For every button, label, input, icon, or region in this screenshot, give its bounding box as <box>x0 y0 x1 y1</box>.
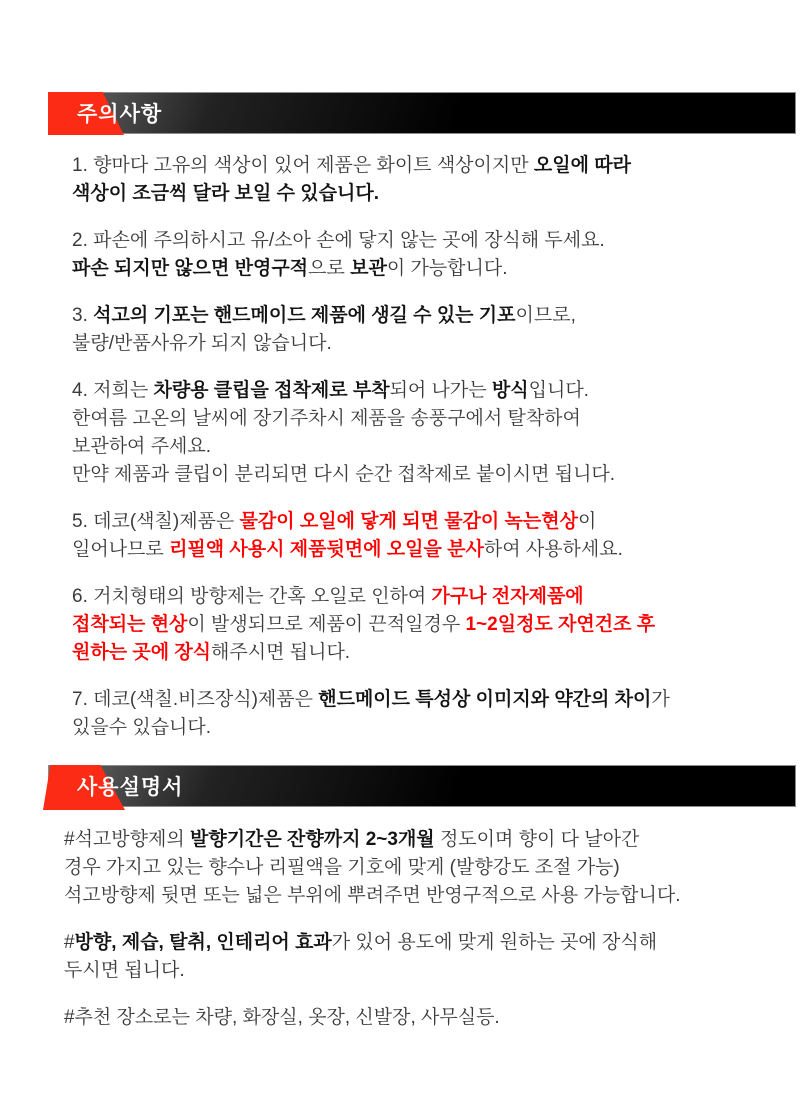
text-segment: 으로 <box>308 258 351 279</box>
section-banner-precautions <box>48 92 796 134</box>
text-segment: 경우 가지고 있는 향수나 리필액을 기호에 맞게 (발향강도 조절 가능) <box>64 857 620 878</box>
notice-paragraph <box>72 583 762 667</box>
text-segment: 방식 <box>491 380 529 401</box>
text-segment: 이 가능합니다. <box>386 258 508 279</box>
notice-paragraph <box>64 1004 764 1032</box>
text-segment: 이므로, <box>515 305 576 326</box>
notice-paragraph <box>72 686 762 742</box>
text-segment: 3. <box>72 305 94 326</box>
text-segment: 1~2일정도 자연건조 후 <box>465 614 656 635</box>
notice-paragraph <box>64 826 764 910</box>
text-segment: 가 <box>651 689 670 710</box>
section-banner-instructions <box>48 765 796 807</box>
text-segment: 가 있어 용도에 맞게 원하는 곳에 장식해 <box>331 932 658 953</box>
text-segment: 해주시면 됩니다. <box>211 642 351 663</box>
text-segment: 6. 거치형태의 방향제는 간혹 오일로 인하여 <box>72 586 432 607</box>
text-segment: #석고방향제의 <box>64 829 190 850</box>
text-segment: 물감이 오일에 닿게 되면 물감이 녹는현상 <box>239 511 578 532</box>
text-segment: 있을수 있습니다. <box>72 717 212 738</box>
section-title-precautions: 주의사항 <box>77 103 163 126</box>
text-segment: 일어나므로 <box>72 539 170 560</box>
text-segment: 2. 파손에 주의하시고 유/소아 손에 닿지 않는 곳에 장식해 두세요. <box>72 230 605 251</box>
text-segment: 석고의 기포는 핸드메이드 제품에 생길 수 있는 기포 <box>93 305 516 326</box>
text-segment: 만약 제품과 클립이 분리되면 다시 순간 접착제로 붙이시면 됩니다. <box>72 464 616 485</box>
text-segment: 보관하여 주세요. <box>72 436 212 457</box>
text-segment: 이 발생되므로 제품이 끈적일경우 <box>187 614 466 635</box>
text-segment: 두시면 됩니다. <box>64 960 185 981</box>
text-segment: 오일에 따라 <box>533 155 631 176</box>
notice-paragraph <box>72 377 762 489</box>
text-segment: 불량/반품사유가 되지 않습니다. <box>72 333 332 354</box>
text-segment: 발향기간은 잔향까지 2~3개월 <box>189 829 435 850</box>
text-segment: 접착되는 현상 <box>72 614 188 635</box>
text-segment: 7. 데코(색칠.비즈장식)제품은 <box>72 689 319 710</box>
text-segment: 색상이 조금씩 달라 보일 수 있습니다. <box>72 183 379 204</box>
text-segment: 리필액 사용시 제품뒷면에 오일을 분사 <box>169 539 484 560</box>
text-segment: 정도이며 향이 다 날아간 <box>434 829 640 850</box>
text-segment: 한여름 고온의 날씨에 장기주차시 제품을 송풍구에서 탈착하여 <box>72 408 581 429</box>
text-segment: 석고방향제 뒷면 또는 넓은 부위에 뿌려주면 반영구적으로 사용 가능합니다. <box>64 885 681 906</box>
text-segment: 차량용 클립을 접착제로 부착 <box>153 380 390 401</box>
text-segment: 이 <box>577 511 597 532</box>
text-segment: 5. 데코(색칠)제품은 <box>72 511 240 532</box>
text-segment: 파손 되지만 않으면 반영구적 <box>72 258 309 279</box>
text-segment: 4. 저희는 <box>72 380 154 401</box>
notice-paragraph <box>72 302 762 358</box>
text-segment: 입니다. <box>528 380 589 401</box>
text-segment: 원하는 곳에 장식 <box>72 642 212 663</box>
text-segment: 하여 사용하세요. <box>483 539 623 560</box>
notice-paragraph <box>72 508 762 564</box>
notice-paragraph <box>72 152 762 208</box>
text-segment: # <box>64 932 75 953</box>
text-segment: 1. 향마다 고유의 색상이 있어 제품은 화이트 색상이지만 <box>72 155 534 176</box>
text-segment: 핸드메이드 특성상 이미지와 약간의 차이 <box>318 689 652 710</box>
text-segment: 되어 나가는 <box>389 380 492 401</box>
text-segment: #추천 장소로는 차량, 화장실, 옷장, 신발장, 사무실등. <box>64 1007 500 1028</box>
section-content-precautions <box>72 152 762 761</box>
section-content-instructions <box>64 826 764 1051</box>
notice-paragraph <box>72 227 762 283</box>
text-segment: 가구나 전자제품에 <box>431 586 584 607</box>
section-title-instructions: 사용설명서 <box>77 776 184 799</box>
text-segment: 보관 <box>350 258 387 279</box>
text-segment: 방향, 제습, 탈취, 인테리어 효과 <box>74 932 332 953</box>
notice-paragraph <box>64 929 764 985</box>
